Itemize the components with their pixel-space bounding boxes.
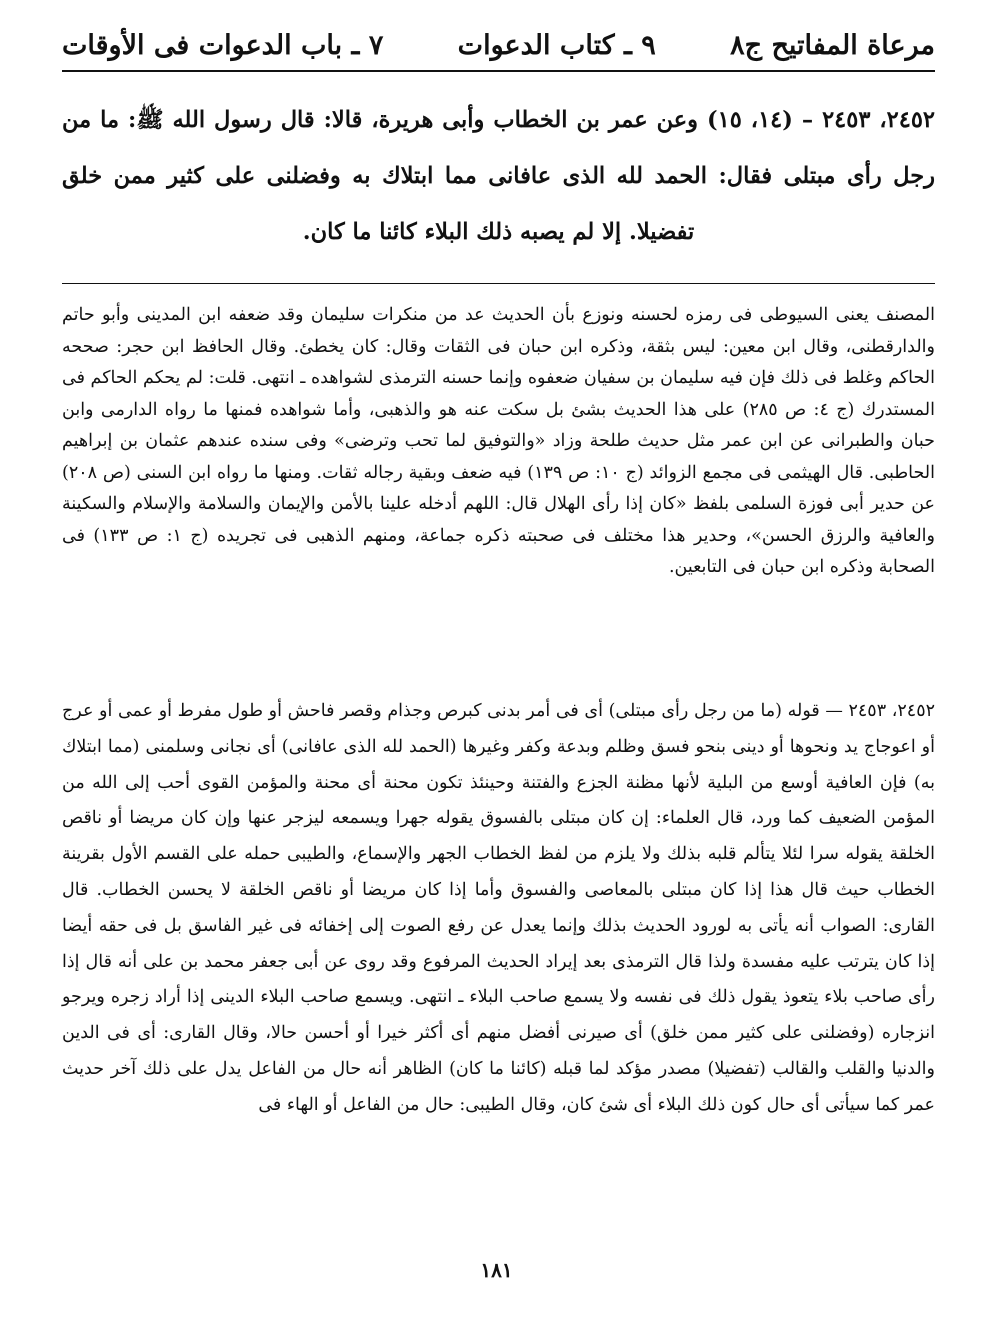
section-divider <box>62 283 935 284</box>
header-section-title: ٧ ـ باب الدعوات فى الأوقات <box>62 29 384 61</box>
explanation-block <box>62 694 935 1124</box>
header-divider <box>62 70 935 72</box>
commentary-paragraph: المصنف يعنى السيوطى فى رمزه لحسنه ونوزع بأن الحديث عد من منكرات سليمان وقد ضعفه ابن المدينى وأبو حاتم والدارقطنى، وقال ابن معين: ليس بثقة، وذكره ابن حبان فى الثقات وقال: كان يخطئ. وقال الحافظ ابن حجر: صححه الحاكم وغلط فى ذلك فإن فيه سليمان بن سفيان ضعفوه وإنما حسنه الترمذى لشواهده ـ انتهى. قلت: لم يحكم الحاكم فى المستدرك (ج ٤: ص ٢٨٥) على هذا الحديث بشئ بل سكت عنه هو والذهبى، وأما شواهده فمنها ما رواه الدارمى وابن حبان والطبرانى عن ابن عمر مثل حديث طلحة وزاد «والتوفيق لما تحب وترضى» وفى سنده عندهم عثمان بن إبراهيم الحاطبى. قال الهيثمى فى مجمع الزوائد (ج ١٠: ص ١٣٩) فيه ضعف وبقية رجاله ثقات. ومنها ما رواه ابن السنى (ص ٢٠٨) عن حدير أبى فوزة السلمى بلفظ «كان إذا رأى الهلال قال: اللهم أدخله علينا بالأمن والإيمان والسلامة والإسلام والسكينة والعافية والرزق الحسن»، وحدير هذا مختلف فى صحبته ذكره جماعة، ومنهم الذهبى فى تجريده (ج ١: ص ١٣٣) فى الصحابة وذكره ابن حبان فى التابعين. <box>62 305 935 577</box>
commentary-block <box>62 300 935 588</box>
explanation-paragraph: ٢٤٥٢، ٢٤٥٣ — قوله (ما من رجل رأى مبتلى) أى فى أمر بدنى كبرص وجذام وقصر فاحش أو طول مفرط أو عمى أو عرج أو اعوجاج يد ونحوها أو دينى بنحو فسق وظلم وبدعة وكفر وغيرها (الحمد لله الذى عافانى) أى نجانى وسلمنى (مما ابتلاك به) فإن العافية أوسع من البلية لأنها مظنة الجزع والفتنة وحينئذ تكون محنة أى محنة والمؤمن القوى أحب إلى الله من المؤمن الضعيف كما ورد، قال العلماء: إن كان مبتلى بالفسوق يقوله جهرا ويسمعه ليزجر عنها وإن كان مريضا أو ناقص الخلقة يقوله سرا لئلا يتألم قلبه بذلك ولا يلزم من لفظ الخطاب الجهر والإسماع، والطيبى حمله على القسم الأول بقرينة الخطاب حيث قال هذا إذا كان مبتلى بالمعاصى والفسوق وأما إذا كان مريضا أو ناقص الخلقة لا يحسن الخطاب. قال القارى: الصواب أنه يأتى به لورود الحديث بذلك وإنما يعدل عن رفع الصوت إلى إخفائه فى غير الفاسق بل فى حقه أيضا إذا كان يترتب عليه مفسدة ولذا قال الترمذى بعد إيراد الحديث المرفوع وقد روى عن أبى جعفر محمد بن على أنه قال إذا رأى صاحب بلاء يتعوذ يقول ذلك فى نفسه ولا يسمع صاحب البلاء ـ انتهى. ويسمع صاحب البلاء الدينى إذا أراد زجره ويرجو انزجاره (وفضلنى على كثير ممن خلق) أى صيرنى أفضل منهم أى أكثر خيرا أو أحسن حالا، وقال القارى: أى فى الدين والدنيا والقلب والقالب (تفضيلا) مصدر مؤكد لما قبله (كائنا ما كان) الظاهر أنه حال من الفاعل يدل على ذلك آخر حديث عمر كما سيأتى أى حال كون ذلك البلاء أى شئ كان، وقال الطيبى: حال من الفاعل أو الهاء فى <box>62 701 935 1115</box>
running-header <box>62 20 935 70</box>
header-book-title: مرعاة المفاتيح ج٨ <box>730 29 935 61</box>
header-chapter-title: ٩ ـ كتاب الدعوات <box>457 29 656 61</box>
page-number: ١٨١ <box>480 1258 513 1282</box>
hadith-text: ٢٤٥٢، ٢٤٥٣ – (١٤، ١٥) وعن عمر بن الخطاب وأبى هريرة، قالا: قال رسول الله ﷺ: ما من رجل رأى مبتلى فقال: الحمد لله الذى عافانى مما ابتلاك به وفضلنى على كثير ممن خلق تفضيلا. إلا لم يصبه ذلك البلاء كائنا ما كان. <box>62 107 935 245</box>
